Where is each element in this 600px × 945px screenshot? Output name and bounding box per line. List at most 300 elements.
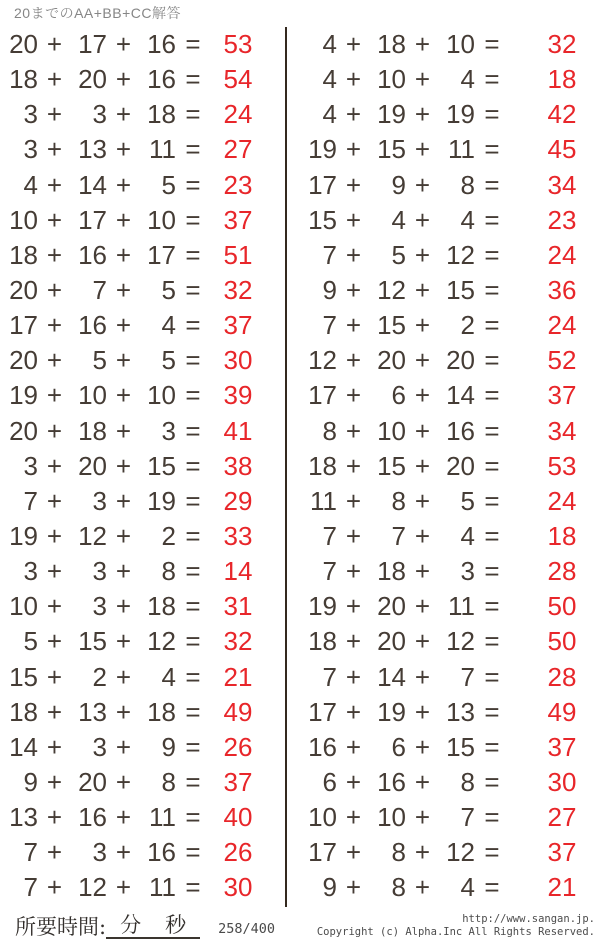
equals-sign: = bbox=[185, 767, 201, 798]
plus-sign: + bbox=[46, 767, 63, 798]
plus-sign: + bbox=[46, 661, 63, 692]
operand-b: 20 bbox=[377, 591, 406, 622]
problem-row bbox=[0, 414, 285, 449]
plus-sign: + bbox=[414, 64, 431, 95]
plus-sign: + bbox=[46, 450, 63, 481]
plus-sign: + bbox=[345, 64, 362, 95]
equals-sign: = bbox=[185, 204, 201, 235]
problem-row bbox=[287, 765, 600, 800]
operand-a: 20 bbox=[9, 345, 38, 376]
answer-value: 23 bbox=[547, 204, 577, 235]
problem-row bbox=[0, 378, 285, 413]
problem-row bbox=[287, 378, 600, 413]
plus-sign: + bbox=[345, 521, 362, 552]
operand-c: 9 bbox=[161, 731, 176, 762]
problem-row bbox=[0, 765, 285, 800]
answer-value: 30 bbox=[223, 872, 253, 903]
answer-value: 24 bbox=[547, 310, 577, 341]
operand-a: 7 bbox=[322, 310, 337, 341]
operand-a: 14 bbox=[9, 731, 38, 762]
page-indicator: 258/400 bbox=[218, 921, 275, 937]
plus-sign: + bbox=[345, 696, 362, 727]
plus-sign: + bbox=[46, 275, 63, 306]
plus-sign: + bbox=[46, 837, 63, 868]
operand-a: 3 bbox=[23, 99, 38, 130]
equals-sign: = bbox=[185, 731, 201, 762]
operand-b: 7 bbox=[92, 275, 107, 306]
equals-sign: = bbox=[185, 29, 201, 60]
plus-sign: + bbox=[345, 29, 362, 60]
answer-value: 30 bbox=[547, 767, 577, 798]
operand-c: 16 bbox=[446, 415, 475, 446]
operand-a: 8 bbox=[322, 415, 337, 446]
operand-c: 3 bbox=[161, 415, 176, 446]
operand-a: 7 bbox=[23, 837, 38, 868]
plus-sign: + bbox=[414, 99, 431, 130]
plus-sign: + bbox=[115, 837, 132, 868]
plus-sign: + bbox=[46, 485, 63, 516]
plus-sign: + bbox=[414, 415, 431, 446]
plus-sign: + bbox=[345, 802, 362, 833]
operand-b: 20 bbox=[377, 345, 406, 376]
operand-b: 16 bbox=[78, 802, 107, 833]
operand-a: 18 bbox=[308, 626, 337, 657]
plus-sign: + bbox=[115, 731, 132, 762]
answer-value: 49 bbox=[223, 696, 253, 727]
plus-sign: + bbox=[115, 661, 132, 692]
equals-sign: = bbox=[484, 485, 500, 516]
plus-sign: + bbox=[115, 239, 132, 270]
operand-a: 7 bbox=[322, 661, 337, 692]
equals-sign: = bbox=[185, 837, 201, 868]
operand-b: 8 bbox=[391, 837, 406, 868]
equals-sign: = bbox=[185, 802, 201, 833]
operand-b: 19 bbox=[377, 99, 406, 130]
operand-c: 3 bbox=[460, 556, 475, 587]
operand-b: 12 bbox=[78, 872, 107, 903]
problem-row bbox=[287, 519, 600, 554]
problem-row bbox=[287, 414, 600, 449]
operand-b: 12 bbox=[377, 275, 406, 306]
equals-sign: = bbox=[484, 204, 500, 235]
operand-c: 4 bbox=[161, 310, 176, 341]
problem-row bbox=[287, 870, 600, 905]
answer-value: 27 bbox=[547, 802, 577, 833]
operand-c: 10 bbox=[147, 204, 176, 235]
answer-value: 26 bbox=[223, 837, 253, 868]
equals-sign: = bbox=[484, 767, 500, 798]
plus-sign: + bbox=[46, 415, 63, 446]
operand-a: 17 bbox=[308, 696, 337, 727]
equals-sign: = bbox=[185, 661, 201, 692]
plus-sign: + bbox=[414, 204, 431, 235]
operand-c: 8 bbox=[161, 767, 176, 798]
operand-b: 12 bbox=[78, 521, 107, 552]
answer-value: 32 bbox=[223, 626, 253, 657]
plus-sign: + bbox=[115, 169, 132, 200]
problem-row bbox=[287, 695, 600, 730]
plus-sign: + bbox=[414, 556, 431, 587]
operand-a: 20 bbox=[9, 29, 38, 60]
operand-a: 3 bbox=[23, 450, 38, 481]
problem-row bbox=[287, 589, 600, 624]
equals-sign: = bbox=[484, 64, 500, 95]
operand-b: 10 bbox=[78, 380, 107, 411]
equals-sign: = bbox=[185, 380, 201, 411]
operand-c: 7 bbox=[460, 661, 475, 692]
minutes-label: 分 bbox=[120, 913, 142, 937]
problem-row bbox=[0, 62, 285, 97]
page-title: 20までのAA+BB+CC解答 bbox=[14, 5, 181, 21]
operand-c: 8 bbox=[460, 169, 475, 200]
equals-sign: = bbox=[185, 134, 201, 165]
operand-a: 7 bbox=[322, 239, 337, 270]
answer-value: 37 bbox=[223, 767, 253, 798]
plus-sign: + bbox=[414, 345, 431, 376]
operand-a: 7 bbox=[322, 521, 337, 552]
operand-b: 13 bbox=[78, 696, 107, 727]
answer-value: 30 bbox=[223, 345, 253, 376]
equals-sign: = bbox=[484, 872, 500, 903]
operand-a: 17 bbox=[308, 837, 337, 868]
operand-b: 20 bbox=[78, 767, 107, 798]
plus-sign: + bbox=[414, 626, 431, 657]
plus-sign: + bbox=[414, 29, 431, 60]
plus-sign: + bbox=[345, 661, 362, 692]
operand-a: 9 bbox=[322, 872, 337, 903]
time-required-label: 所要時間: bbox=[15, 915, 107, 939]
plus-sign: + bbox=[46, 556, 63, 587]
plus-sign: + bbox=[46, 99, 63, 130]
equals-sign: = bbox=[185, 626, 201, 657]
operand-b: 20 bbox=[78, 450, 107, 481]
equals-sign: = bbox=[484, 450, 500, 481]
operand-c: 20 bbox=[446, 345, 475, 376]
plus-sign: + bbox=[46, 204, 63, 235]
answer-value: 28 bbox=[547, 661, 577, 692]
problem-row bbox=[0, 273, 285, 308]
operand-a: 12 bbox=[308, 345, 337, 376]
operand-b: 7 bbox=[391, 521, 406, 552]
operand-b: 15 bbox=[78, 626, 107, 657]
plus-sign: + bbox=[345, 380, 362, 411]
operand-a: 6 bbox=[322, 767, 337, 798]
operand-b: 2 bbox=[92, 661, 107, 692]
plus-sign: + bbox=[345, 345, 362, 376]
operand-c: 11 bbox=[149, 134, 176, 165]
operand-a: 15 bbox=[9, 661, 38, 692]
problem-row bbox=[0, 835, 285, 870]
operand-c: 12 bbox=[446, 239, 475, 270]
operand-a: 11 bbox=[310, 485, 337, 516]
operand-b: 14 bbox=[377, 661, 406, 692]
problem-row bbox=[287, 730, 600, 765]
problem-row bbox=[287, 660, 600, 695]
plus-sign: + bbox=[115, 310, 132, 341]
plus-sign: + bbox=[345, 134, 362, 165]
operand-b: 5 bbox=[391, 239, 406, 270]
operand-c: 12 bbox=[446, 626, 475, 657]
equals-sign: = bbox=[484, 696, 500, 727]
equals-sign: = bbox=[185, 345, 201, 376]
operand-c: 5 bbox=[161, 345, 176, 376]
plus-sign: + bbox=[345, 415, 362, 446]
equals-sign: = bbox=[185, 872, 201, 903]
problem-row bbox=[0, 449, 285, 484]
operand-b: 16 bbox=[377, 767, 406, 798]
plus-sign: + bbox=[46, 239, 63, 270]
equals-sign: = bbox=[185, 450, 201, 481]
plus-sign: + bbox=[345, 872, 362, 903]
operand-c: 5 bbox=[161, 169, 176, 200]
plus-sign: + bbox=[46, 696, 63, 727]
plus-sign: + bbox=[345, 556, 362, 587]
operand-a: 17 bbox=[308, 169, 337, 200]
answer-value: 45 bbox=[547, 134, 577, 165]
equals-sign: = bbox=[484, 837, 500, 868]
operand-b: 3 bbox=[92, 837, 107, 868]
plus-sign: + bbox=[115, 64, 132, 95]
answer-value: 41 bbox=[223, 415, 253, 446]
plus-sign: + bbox=[115, 380, 132, 411]
equals-sign: = bbox=[185, 64, 201, 95]
answer-value: 51 bbox=[223, 239, 253, 270]
plus-sign: + bbox=[46, 521, 63, 552]
plus-sign: + bbox=[414, 275, 431, 306]
plus-sign: + bbox=[345, 767, 362, 798]
operand-a: 18 bbox=[9, 239, 38, 270]
equals-sign: = bbox=[484, 731, 500, 762]
problem-row bbox=[0, 308, 285, 343]
plus-sign: + bbox=[115, 345, 132, 376]
operand-b: 20 bbox=[78, 64, 107, 95]
plus-sign: + bbox=[414, 380, 431, 411]
equals-sign: = bbox=[185, 99, 201, 130]
answer-value: 37 bbox=[547, 837, 577, 868]
operand-a: 7 bbox=[23, 872, 38, 903]
plus-sign: + bbox=[46, 626, 63, 657]
operand-b: 16 bbox=[78, 239, 107, 270]
problem-row bbox=[287, 62, 600, 97]
operand-c: 2 bbox=[161, 521, 176, 552]
plus-sign: + bbox=[115, 415, 132, 446]
plus-sign: + bbox=[414, 661, 431, 692]
plus-sign: + bbox=[46, 872, 63, 903]
operand-b: 17 bbox=[78, 29, 107, 60]
equals-sign: = bbox=[185, 415, 201, 446]
equals-sign: = bbox=[484, 556, 500, 587]
equals-sign: = bbox=[484, 626, 500, 657]
answer-value: 50 bbox=[547, 626, 577, 657]
credits bbox=[317, 913, 595, 939]
problems-column-right bbox=[287, 27, 600, 907]
plus-sign: + bbox=[115, 626, 132, 657]
answer-value: 39 bbox=[223, 380, 253, 411]
answer-value: 49 bbox=[547, 696, 577, 727]
answer-value: 50 bbox=[547, 591, 577, 622]
answer-value: 37 bbox=[547, 731, 577, 762]
footer bbox=[0, 903, 600, 945]
equals-sign: = bbox=[484, 239, 500, 270]
operand-c: 8 bbox=[161, 556, 176, 587]
problem-row bbox=[0, 203, 285, 238]
operand-a: 18 bbox=[9, 696, 38, 727]
plus-sign: + bbox=[115, 767, 132, 798]
plus-sign: + bbox=[115, 275, 132, 306]
operand-a: 15 bbox=[308, 204, 337, 235]
operand-a: 19 bbox=[9, 380, 38, 411]
operand-a: 7 bbox=[322, 556, 337, 587]
plus-sign: + bbox=[414, 802, 431, 833]
answer-value: 34 bbox=[547, 415, 577, 446]
operand-a: 4 bbox=[322, 64, 337, 95]
operand-c: 16 bbox=[147, 837, 176, 868]
plus-sign: + bbox=[115, 450, 132, 481]
operand-c: 18 bbox=[147, 696, 176, 727]
answer-value: 24 bbox=[547, 239, 577, 270]
plus-sign: + bbox=[345, 591, 362, 622]
equals-sign: = bbox=[484, 415, 500, 446]
problem-row bbox=[0, 730, 285, 765]
plus-sign: + bbox=[115, 872, 132, 903]
operand-b: 3 bbox=[92, 556, 107, 587]
operand-c: 2 bbox=[460, 310, 475, 341]
answer-value: 53 bbox=[547, 450, 577, 481]
operand-b: 6 bbox=[391, 731, 406, 762]
equals-sign: = bbox=[484, 661, 500, 692]
answer-value: 24 bbox=[223, 99, 253, 130]
problem-row bbox=[287, 343, 600, 378]
operand-c: 11 bbox=[149, 802, 176, 833]
problem-row bbox=[0, 695, 285, 730]
operand-c: 16 bbox=[147, 64, 176, 95]
plus-sign: + bbox=[414, 837, 431, 868]
plus-sign: + bbox=[414, 521, 431, 552]
plus-sign: + bbox=[46, 591, 63, 622]
answer-value: 23 bbox=[223, 169, 253, 200]
equals-sign: = bbox=[185, 556, 201, 587]
operand-a: 4 bbox=[23, 169, 38, 200]
operand-a: 7 bbox=[23, 485, 38, 516]
problem-row bbox=[0, 800, 285, 835]
operand-c: 11 bbox=[448, 591, 475, 622]
operand-a: 20 bbox=[9, 415, 38, 446]
answer-value: 14 bbox=[223, 556, 253, 587]
operand-b: 16 bbox=[78, 310, 107, 341]
plus-sign: + bbox=[46, 345, 63, 376]
problem-row bbox=[287, 203, 600, 238]
equals-sign: = bbox=[185, 521, 201, 552]
plus-sign: + bbox=[115, 29, 132, 60]
problem-row bbox=[287, 27, 600, 62]
answer-value: 52 bbox=[547, 345, 577, 376]
answer-value: 40 bbox=[223, 802, 253, 833]
problem-row bbox=[0, 589, 285, 624]
plus-sign: + bbox=[414, 134, 431, 165]
plus-sign: + bbox=[345, 485, 362, 516]
site-url: http://www.sangan.jp. bbox=[462, 913, 595, 925]
plus-sign: + bbox=[46, 310, 63, 341]
answer-value: 31 bbox=[223, 591, 253, 622]
plus-sign: + bbox=[115, 591, 132, 622]
operand-c: 19 bbox=[446, 99, 475, 130]
operand-a: 10 bbox=[9, 204, 38, 235]
plus-sign: + bbox=[46, 64, 63, 95]
answer-value: 53 bbox=[223, 29, 253, 60]
operand-c: 11 bbox=[448, 134, 475, 165]
problem-row bbox=[0, 238, 285, 273]
operand-b: 10 bbox=[377, 415, 406, 446]
problem-row bbox=[0, 554, 285, 589]
plus-sign: + bbox=[414, 310, 431, 341]
operand-c: 5 bbox=[460, 485, 475, 516]
operand-a: 19 bbox=[308, 134, 337, 165]
operand-a: 3 bbox=[23, 134, 38, 165]
problem-row bbox=[287, 624, 600, 659]
plus-sign: + bbox=[414, 485, 431, 516]
operand-a: 3 bbox=[23, 556, 38, 587]
operand-c: 15 bbox=[147, 450, 176, 481]
problem-row bbox=[287, 308, 600, 343]
plus-sign: + bbox=[414, 696, 431, 727]
plus-sign: + bbox=[345, 99, 362, 130]
operand-a: 17 bbox=[9, 310, 38, 341]
problem-row bbox=[287, 484, 600, 519]
operand-a: 19 bbox=[308, 591, 337, 622]
equals-sign: = bbox=[185, 591, 201, 622]
operand-b: 15 bbox=[377, 450, 406, 481]
operand-c: 18 bbox=[147, 591, 176, 622]
equals-sign: = bbox=[484, 134, 500, 165]
operand-a: 10 bbox=[9, 591, 38, 622]
operand-c: 11 bbox=[149, 872, 176, 903]
equals-sign: = bbox=[185, 485, 201, 516]
operand-c: 15 bbox=[446, 731, 475, 762]
operand-a: 5 bbox=[23, 626, 38, 657]
operand-b: 18 bbox=[78, 415, 107, 446]
operand-a: 19 bbox=[9, 521, 38, 552]
operand-c: 4 bbox=[161, 661, 176, 692]
operand-b: 13 bbox=[78, 134, 107, 165]
plus-sign: + bbox=[115, 556, 132, 587]
answer-value: 37 bbox=[223, 204, 253, 235]
time-required-group bbox=[15, 913, 200, 939]
plus-sign: + bbox=[345, 239, 362, 270]
operand-c: 4 bbox=[460, 204, 475, 235]
problem-row bbox=[0, 660, 285, 695]
equals-sign: = bbox=[185, 696, 201, 727]
answer-value: 21 bbox=[223, 661, 253, 692]
answer-value: 54 bbox=[223, 64, 253, 95]
operand-a: 4 bbox=[322, 29, 337, 60]
problem-row bbox=[287, 800, 600, 835]
operand-a: 13 bbox=[9, 802, 38, 833]
plus-sign: + bbox=[115, 99, 132, 130]
problem-row bbox=[0, 870, 285, 905]
equals-sign: = bbox=[484, 802, 500, 833]
operand-b: 5 bbox=[92, 345, 107, 376]
plus-sign: + bbox=[46, 731, 63, 762]
problem-row bbox=[287, 168, 600, 203]
equals-sign: = bbox=[185, 169, 201, 200]
problem-row bbox=[287, 449, 600, 484]
operand-a: 20 bbox=[9, 275, 38, 306]
problem-row bbox=[0, 519, 285, 554]
operand-c: 12 bbox=[446, 837, 475, 868]
problem-row bbox=[287, 238, 600, 273]
problem-row bbox=[287, 273, 600, 308]
plus-sign: + bbox=[414, 169, 431, 200]
